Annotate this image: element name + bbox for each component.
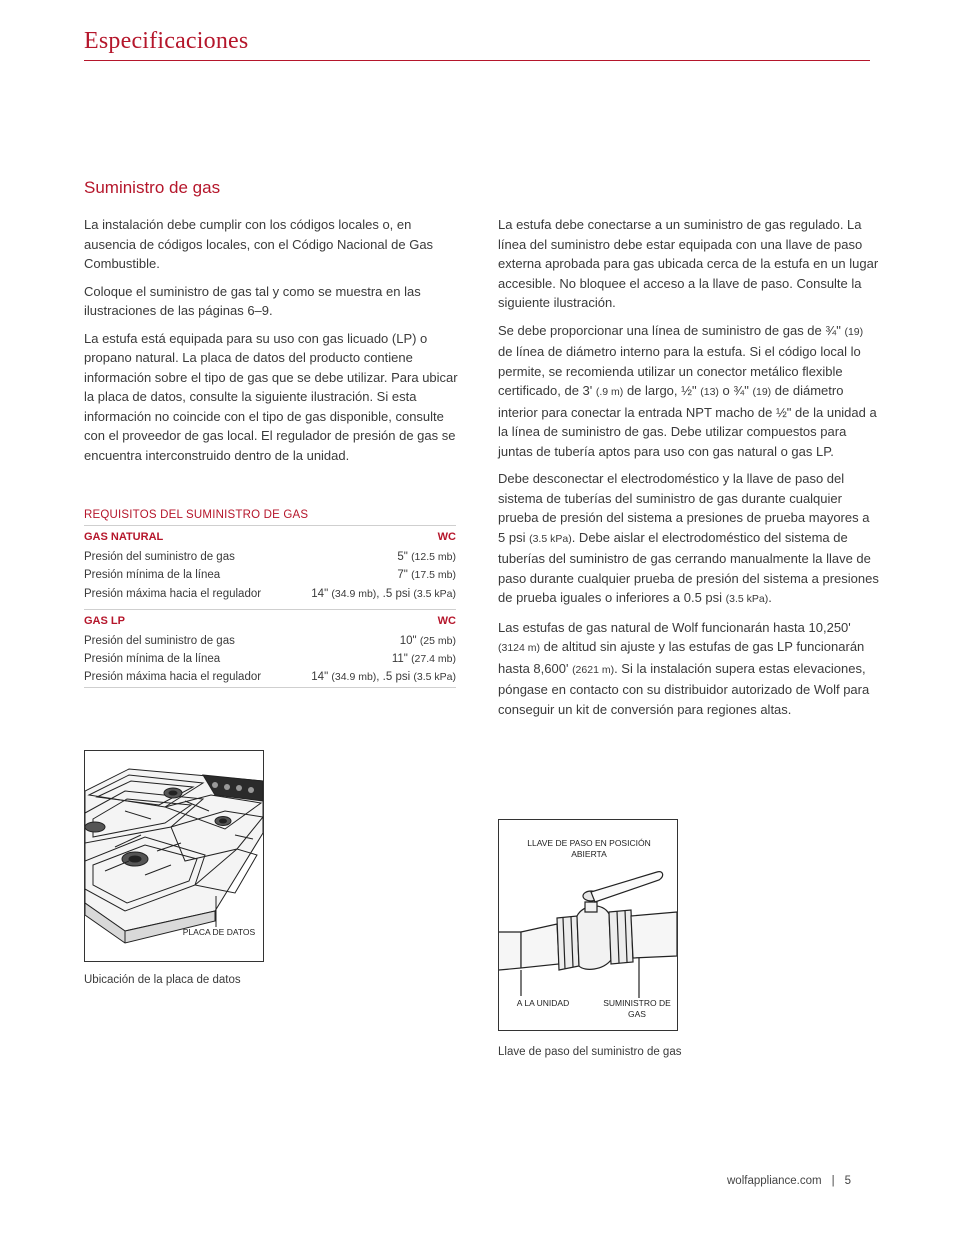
unit-label: WC	[289, 526, 456, 549]
page-title: Especificaciones	[84, 28, 249, 54]
row-label: Presión máxima hacia el regulador	[84, 668, 289, 687]
row-label: Presión del suministro de gas	[84, 551, 235, 563]
paragraph: Se debe proporcionar una línea de suministro de gas de ¾" (19) de línea de diámetro interno para la estufa. Si el código local lo permite, se recomienda utilizar un conector metálico flexible certificado, de 3' (.9 m) de largo, ½" (13) o ¾" (19) de diámetro interior para conectar la entrada NPT macho de ½" de la unidad a la línea de suministro de gas. Debe utilizar compuestos para juntas de tubería aptos para uso con gas natural o gas LP.	[498, 322, 877, 459]
title-rule	[84, 60, 870, 61]
table-header-row	[84, 526, 456, 549]
shutoff-valve-illustration	[498, 819, 678, 1031]
row-label: Presión máxima hacia el regulador	[84, 587, 262, 600]
row-value: 5" (12.5 mb)	[397, 551, 456, 563]
paragraph: Las estufas de gas natural de Wolf funcionarán hasta 10,250' (3124 m) de altitud sin ajuste y las estufas de gas LP funcionarán hasta 8,600' (2621 m). Si la instalación supera estas elevaciones, póngase en contacto con su distribuidor autorizado de Wolf para conseguir un kit de conversión para regiones altas.	[498, 619, 870, 717]
requirements-heading: REQUISITOS DEL SUMINISTRO DE GAS	[84, 509, 309, 521]
row-value: 7" (17.5 mb)	[397, 569, 456, 582]
row-value: 14" (34.9 mb), .5 psi (3.5 kPa)	[289, 668, 456, 687]
row-label: Presión mínima de la línea	[84, 569, 221, 582]
gas-requirements-table	[84, 509, 456, 688]
row-label: Presión mínima de la línea	[84, 653, 221, 666]
table-row	[84, 585, 456, 603]
left-column	[84, 215, 464, 473]
row-label: Presión del suministro de gas	[84, 634, 235, 647]
table-row	[84, 566, 456, 584]
footer-site-link[interactable]: wolfappliance.com	[727, 1175, 822, 1187]
figure-caption: Llave de paso del suministro de gas	[498, 1046, 682, 1058]
section-heading: Suministro de gas	[84, 178, 221, 197]
paragraph: La instalación debe cumplir con los códigos locales o, en ausencia de códigos locales, con el Código Nacional de Gas Combustible.	[84, 217, 434, 271]
page-footer	[727, 1175, 851, 1187]
right-column	[498, 215, 880, 727]
data-plate-label: PLACA DE DATOS	[182, 927, 256, 937]
gas-natural-label: GAS NATURAL	[84, 526, 289, 549]
row-value: 11" (27.4 mb)	[391, 653, 456, 666]
row-value: 10" (25 mb)	[399, 634, 456, 647]
row-value: 14" (34.9 mb), .5 psi (3.5 kPa)	[311, 587, 456, 600]
footer-separator: |	[831, 1175, 835, 1187]
to-unit-label: A LA UNIDAD	[516, 998, 570, 1008]
gas-supply-label: SUMINISTRO DE GAS	[603, 998, 671, 1019]
gas-lp-label: GAS LP	[84, 609, 289, 632]
paragraph: La estufa debe conectarse a un suministro de gas regulado. La línea del suministro debe estar equipada con una llave de paso externa aprobada para gas ubicada cerca de la estufa en un lugar accesible. No bloquee el acceso a la llave de paso. Consulte la siguiente ilustración.	[498, 217, 879, 310]
table-row	[84, 548, 456, 566]
paragraph: Coloque el suministro de gas tal y como se muestra en las ilustraciones de las páginas 6–9.	[84, 283, 421, 318]
paragraph: Debe desconectar el electrodoméstico y la llave de paso del sistema de tuberías del suministro de gas durante cualquier prueba de presión del sistema a presiones de prueba mayores a 5 psi (3.5 kPa). Debe aislar el electrodoméstico del sistema de tuberías del suministro de gas cerrando manualmente la llave de paso durante cualquier prueba de presión del sistema a presiones de prueba iguales o inferiores a 0.5 psi (3.5 kPa).	[498, 471, 879, 605]
cooktop-illustration	[84, 750, 264, 962]
table-row	[84, 650, 456, 668]
table-row	[84, 632, 456, 650]
valve-open-label: LLAVE DE PASO EN POSICIÓN ABIERTA	[527, 838, 651, 859]
table-header-row	[84, 609, 456, 632]
figure-caption: Ubicación de la placa de datos	[84, 974, 241, 986]
page-number: 5	[844, 1175, 852, 1187]
paragraph: La estufa está equipada para su uso con gas licuado (LP) o propano natural. La placa de datos del producto contiene información sobre el tipo de gas que se debe utilizar. Para ubicar la placa de datos, consulte la siguiente ilustración. Si esta información no coincide con el tipo de gas disponible, consulte con el proveedor de gas local. El regulador de presión de gas se encuentra interconstruido dentro de la unidad.	[84, 330, 458, 463]
table-row	[84, 668, 456, 687]
unit-label: WC	[289, 609, 456, 632]
